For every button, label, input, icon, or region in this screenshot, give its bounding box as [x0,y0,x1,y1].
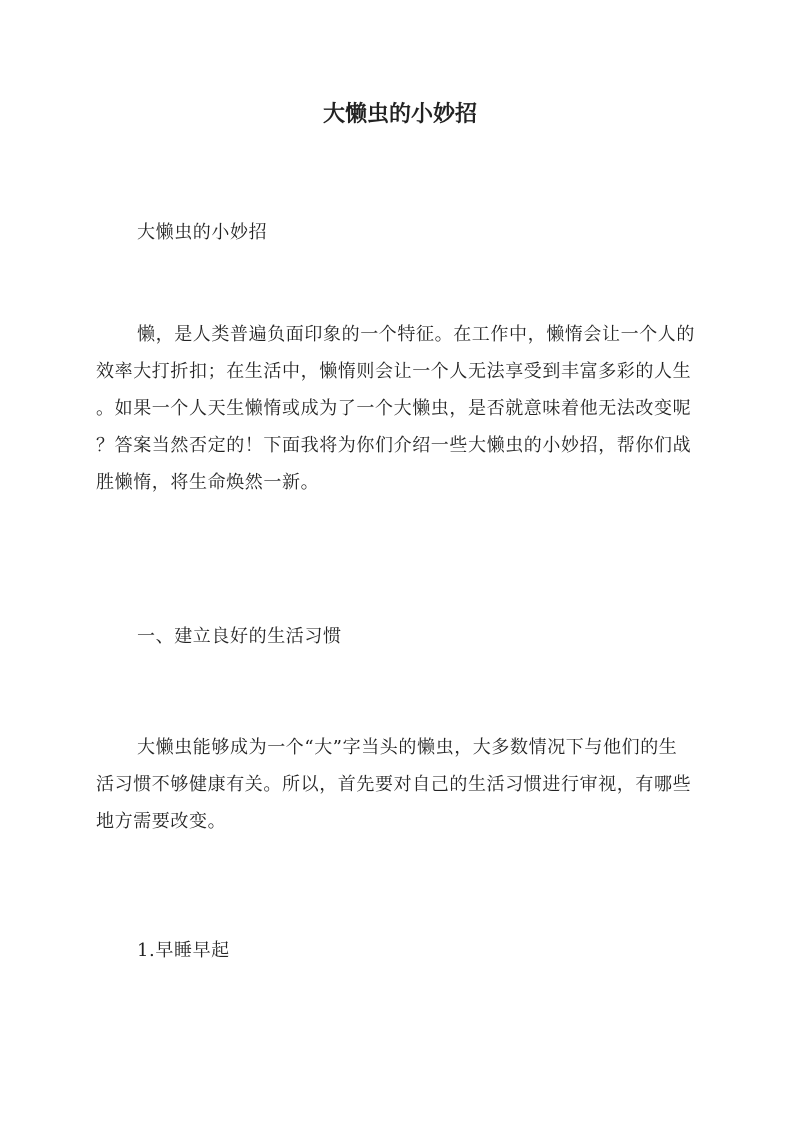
document-subtitle: 大懒虫的小妙招 [137,222,268,243]
paragraph-line: 活习惯不够健康有关。所以，首先要对自己的生活习惯进行审视，有哪些 [96,774,692,795]
section-heading: 一、建立良好的生活习惯 [137,626,342,647]
intro-paragraph [96,316,708,501]
subsection-heading: 1.早睡早起 [137,940,230,961]
paragraph-line: ？答案当然否定的！下面我将为你们介绍一些大懒虫的小妙招，帮你们战 [96,435,692,456]
paragraph-line: 。如果一个人天生懒惰或成为了一个大懒虫，是否就意味着他无法改变呢 [96,398,692,419]
paragraph-line: 胜懒惰，将生命焕然一新。 [96,472,320,493]
paragraph-line: 地方需要改变。 [96,811,227,832]
paragraph-line: 大懒虫能够成为一个“大”字当头的懒虫，大多数情况下与他们的生 [137,737,678,758]
paragraph-line: 懒，是人类普遍负面印象的一个特征。在工作中，懒惰会让一个人的 [137,324,695,345]
paragraph-line: 效率大打折扣；在生活中，懒惰则会让一个人无法享受到丰富多彩的人生 [96,361,692,382]
document-title: 大懒虫的小妙招 [322,101,477,127]
section-paragraph [96,729,708,840]
